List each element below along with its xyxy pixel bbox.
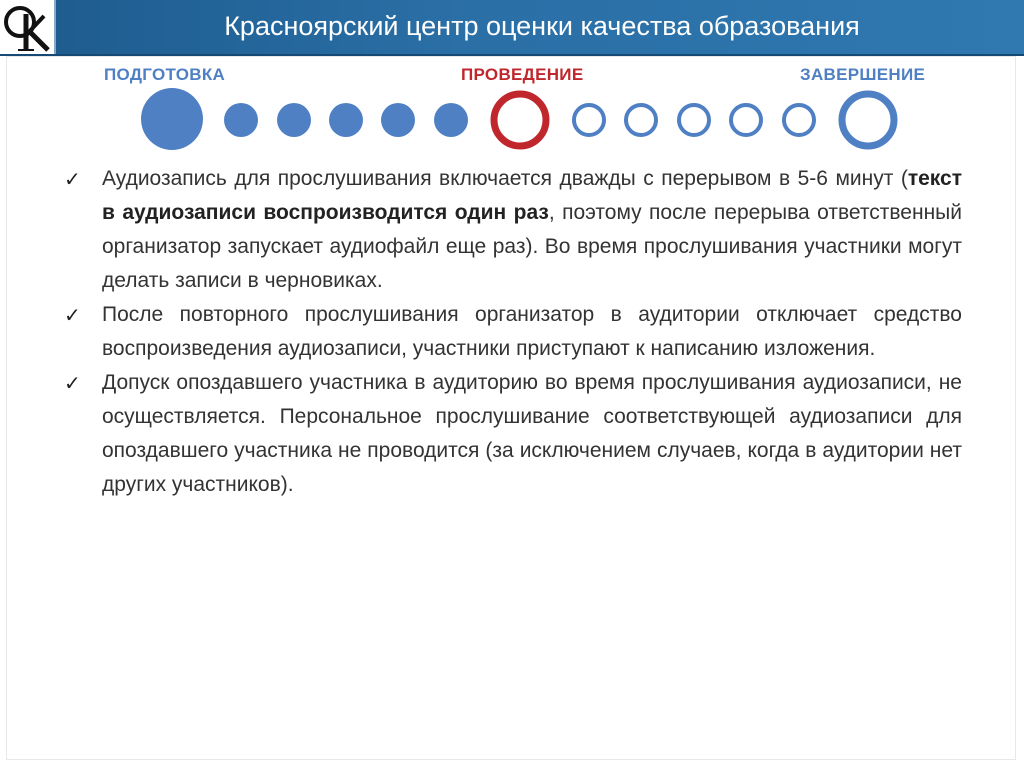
- dot-filled: [277, 103, 311, 137]
- page-title: Красноярский центр оценки качества образования: [224, 11, 860, 41]
- item-text: Допуск опоздавшего участника в аудиторию во время прослушивания аудиозаписи, не осуществляется. Персональное прослушивание соответствующей аудиозаписи для опоздавшего участника не проводится (за исключением случаев, когда в аудитории нет других участников).: [102, 371, 962, 496]
- list-item: [62, 298, 962, 366]
- checkmark-icon: ✓: [64, 303, 81, 327]
- dot-filled: [434, 103, 468, 137]
- stage-label-conduct: ПРОВЕДЕНИЕ: [461, 65, 584, 84]
- dot-empty: [731, 105, 761, 135]
- dot-empty: [626, 105, 656, 135]
- content-list: [62, 162, 962, 502]
- item-text-bold: текст в аудиозаписи воспроизводится один раз: [102, 167, 962, 224]
- header-bar: [0, 0, 1024, 56]
- item-text: Аудиозапись для прослушивания включается дважды с перерывом в 5-6 минут (: [102, 167, 908, 190]
- stage-label-preparation: ПОДГОТОВКА: [104, 65, 226, 84]
- progress-dots: [0, 56, 1024, 156]
- item-text: , поэтому после перерыва ответственный организатор запускает аудиофайл еще раз). Во время прослушивания участники могут делать записи в черновиках.: [102, 201, 962, 292]
- list-item: [62, 162, 962, 298]
- stage-label-completion: ЗАВЕРШЕНИЕ: [800, 65, 926, 84]
- checkmark-icon: ✓: [64, 167, 81, 191]
- dot-filled: [224, 103, 258, 137]
- item-text: После повторного прослушивания организатор в аудитории отключает средство воспроизведения аудиозаписи, участники приступают к написанию изложения.: [102, 303, 962, 360]
- stage-progress: [0, 56, 1024, 156]
- dot-preparation-large: [141, 88, 203, 150]
- dot-filled: [381, 103, 415, 137]
- dot-filled: [329, 103, 363, 137]
- checkmark-icon: ✓: [64, 371, 81, 395]
- dot-empty: [784, 105, 814, 135]
- dot-current-stage: [494, 94, 546, 146]
- dot-completion-large: [842, 94, 894, 146]
- dot-empty: [574, 105, 604, 135]
- list-item: [62, 366, 962, 502]
- dot-empty: [679, 105, 709, 135]
